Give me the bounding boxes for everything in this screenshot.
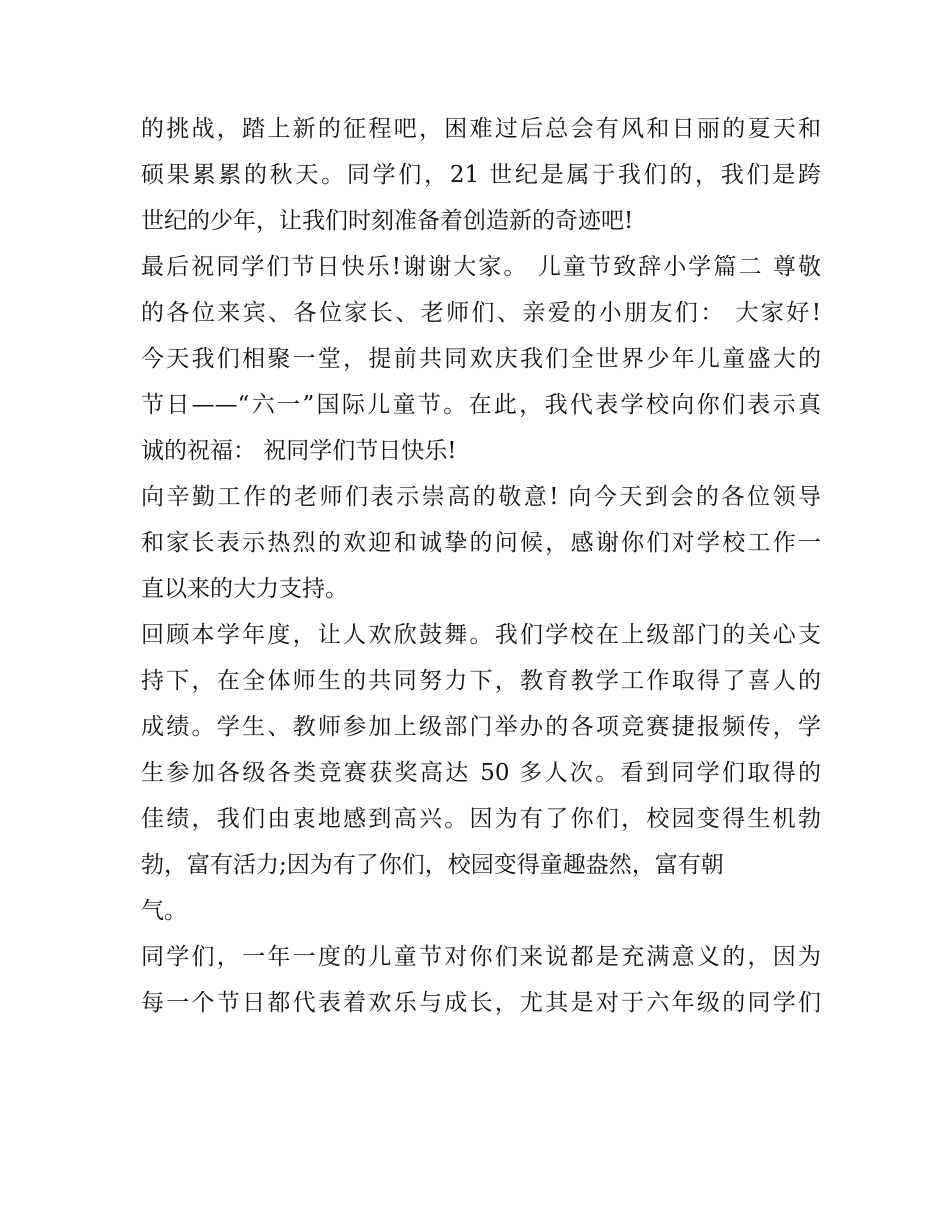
text-line: 佳绩，我们由衷地感到高兴。因为有了你们，校园变得生机勃 (141, 806, 821, 832)
text-line: 生参加各级各类竞赛获奖高达 50 多人次。看到同学们取得的 (141, 760, 821, 786)
text-line: 每一个节日都代表着欢乐与成长，尤其是对于六年级的同学们 (141, 990, 821, 1016)
text-line: 硕果累累的秋天。同学们，21 世纪是属于我们的，我们是跨 (141, 162, 821, 188)
text-line: 今天我们相聚一堂，提前共同欢庆我们全世界少年儿童盛大的 (141, 346, 821, 372)
text-line: 持下，在全体师生的共同努力下，教育教学工作取得了喜人的 (141, 668, 821, 694)
text-line: 成绩。学生、教师参加上级部门举办的各项竞赛捷报频传，学 (141, 714, 821, 740)
text-line: 最后祝同学们节日快乐!谢谢大家。 儿童节致辞小学篇二 尊敬 (141, 254, 821, 280)
text-line: 的挑战，踏上新的征程吧，困难过后总会有风和日丽的夏天和 (141, 116, 821, 142)
text-line: 回顾本学年度，让人欢欣鼓舞。我们学校在上级部门的关心支 (141, 622, 821, 648)
text-line: 节日——“六一”国际儿童节。在此，我代表学校向你们表示真 (141, 392, 821, 418)
text-line: 和家长表示热烈的欢迎和诚挚的问候，感谢你们对学校工作一 (141, 530, 821, 556)
text-line: 直以来的大力支持。 (141, 576, 348, 602)
text-line: 勃，富有活力;因为有了你们，校园变得童趣盎然，富有朝 (141, 852, 724, 878)
text-line: 世纪的少年，让我们时刻准备着创造新的奇迹吧! (141, 208, 634, 234)
text-line: 向辛勤工作的老师们表示崇高的敬意! 向今天到会的各位领导 (141, 484, 821, 510)
text-line: 气。 (141, 898, 187, 924)
text-line: 的各位来宾、各位家长、老师们、亲爱的小朋友们： 大家好! (141, 300, 821, 326)
document-body (141, 106, 821, 1026)
text-line: 诚的祝福： 祝同学们节日快乐! (141, 438, 457, 464)
text-line: 同学们，一年一度的儿童节对你们来说都是充满意义的，因为 (141, 944, 821, 970)
